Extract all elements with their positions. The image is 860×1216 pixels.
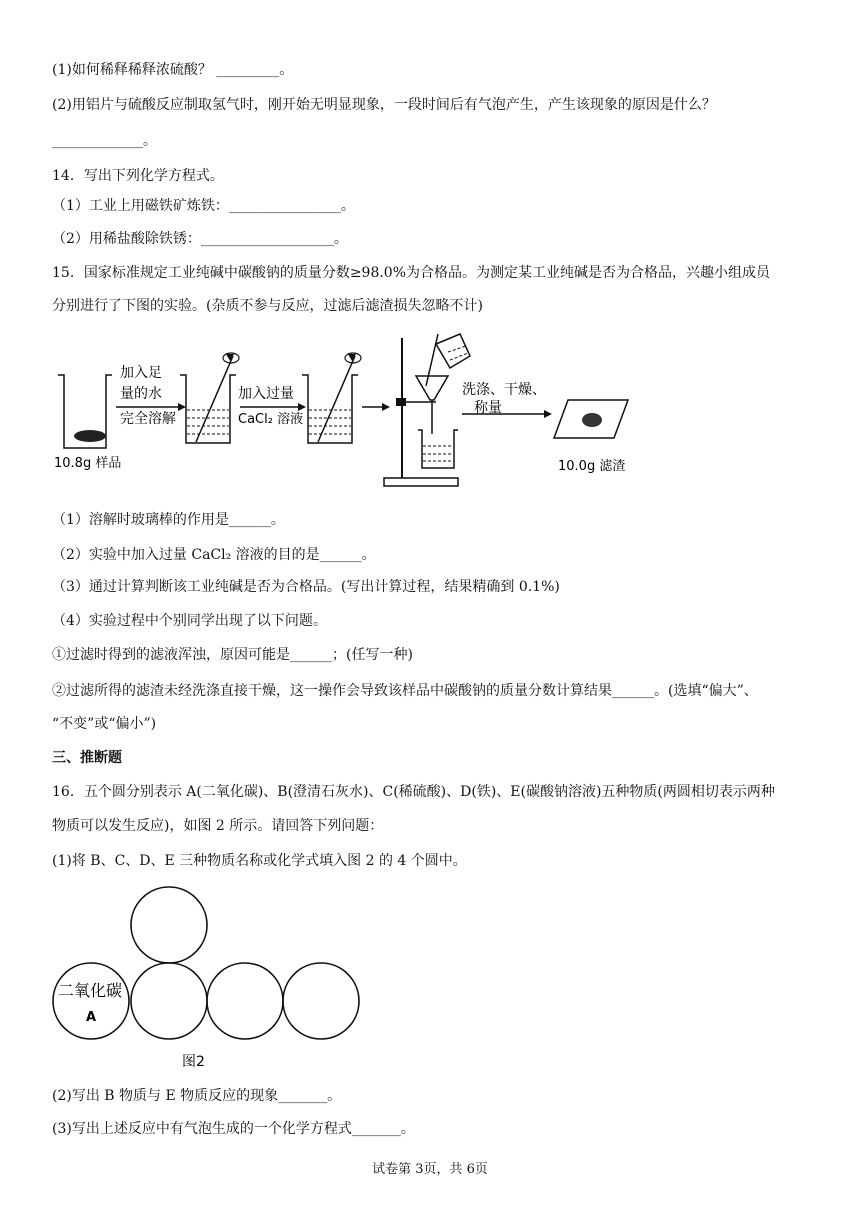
circle-middle-2 [207, 963, 283, 1039]
step3-line2: 称量 [474, 400, 502, 416]
step1-line1: 加入足 [120, 365, 162, 381]
q15-part4: （4）实验过程中个别同学出现了以下问题。 [52, 613, 327, 629]
experiment-figure [50, 330, 640, 490]
beaker-dissolving [180, 353, 239, 443]
circles-figure [50, 880, 370, 1076]
circle-a-letter: A [86, 1010, 97, 1025]
q16-stem-line1: 16．五个圆分别表示 A(二氧化碳)、B(澄清石灰水)、C(稀硫酸)、D(铁)、E(碳酸钠溶液)五种物质(两圆相切表示两种 [52, 784, 775, 800]
circle-top [131, 887, 207, 963]
q16-part2: (2)写出 B 物质与 E 物质反应的现象_______。 [52, 1088, 342, 1104]
q15-part3: （3）通过计算判断该工业纯碱是否为合格品。(写出计算过程，结果精确到 0.1%) [52, 579, 560, 595]
q16-part1: (1)将 B、C、D、E 三种物质名称或化学式填入图 2 的 4 个圆中。 [52, 853, 467, 869]
beaker-reaction [302, 353, 361, 443]
q15-stem-line2: 分别进行了下图的实验。(杂质不参与反应，过滤后滤渣损失忽略不计) [52, 298, 483, 314]
q15-part4b-line2: “不变”或“偏小”) [52, 716, 157, 732]
step1-line2: 量的水 [120, 386, 162, 402]
q14-part2: （2）用稀盐酸除铁锈：___________________。 [52, 231, 348, 247]
q16-stem-line2: 物质可以发生反应)，如图 2 所示。请回答下列问题： [52, 818, 384, 834]
step3-line1: 洗涤、干燥、 [462, 382, 546, 398]
step1-line3: 完全溶解 [120, 411, 176, 427]
q14-part1: （1）工业上用磁铁矿炼铁：________________。 [52, 198, 355, 214]
q15-part4b-line1: ②过滤所得的滤渣未经洗涤直接干燥，这一操作会导致该样品中碳酸钠的质量分数计算结果______。(选填“偏大”、 [52, 683, 758, 699]
circle-a-name: 二氧化碳 [58, 981, 123, 1000]
q13-part2: (2)用铝片与硫酸反应制取氢气时，刚开始无明显现象，一段时间后有气泡产生，产生该现象的原因是什么？ [52, 97, 716, 113]
figure2-caption: 图2 [182, 1054, 205, 1070]
filter-paper-residue [554, 400, 628, 438]
q15-part4a: ①过滤时得到的滤液浑浊，原因可能是______；(任写一种) [52, 647, 413, 663]
sample-label: 10.8g 样品 [54, 456, 122, 471]
circle-a [53, 963, 129, 1039]
circle-middle-1 [131, 963, 207, 1039]
circle-right [283, 963, 359, 1039]
beaker-sample [58, 375, 112, 448]
page-footer: 试卷第 3页，共 6页 [372, 1162, 488, 1177]
filtration-apparatus [384, 334, 470, 486]
step2-line1: 加入过量 [238, 386, 294, 402]
q16-part3: (3)写出上述反应中有气泡生成的一个化学方程式_______。 [52, 1121, 415, 1137]
q13-part1: (1)如何稀释稀释浓硫酸？ _________。 [52, 62, 294, 78]
section-heading-inference: 三、推断题 [52, 750, 122, 766]
residue-label: 10.0g 滤渣 [558, 459, 626, 474]
step2-line2: CaCl₂ 溶液 [238, 412, 304, 427]
q15-part1: （1）溶解时玻璃棒的作用是______。 [52, 512, 285, 528]
q13-part2-blank: _____________。 [52, 133, 157, 149]
q15-part2: （2）实验中加入过量 CaCl₂ 溶液的目的是______。 [52, 547, 376, 563]
q15-stem-line1: 15．国家标准规定工业纯碱中碳酸钠的质量分数≥98.0%为合格品。为测定某工业纯碱是否为合格品，兴趣小组成员 [52, 265, 771, 281]
q14-stem: 14．写出下列化学方程式。 [52, 168, 224, 184]
